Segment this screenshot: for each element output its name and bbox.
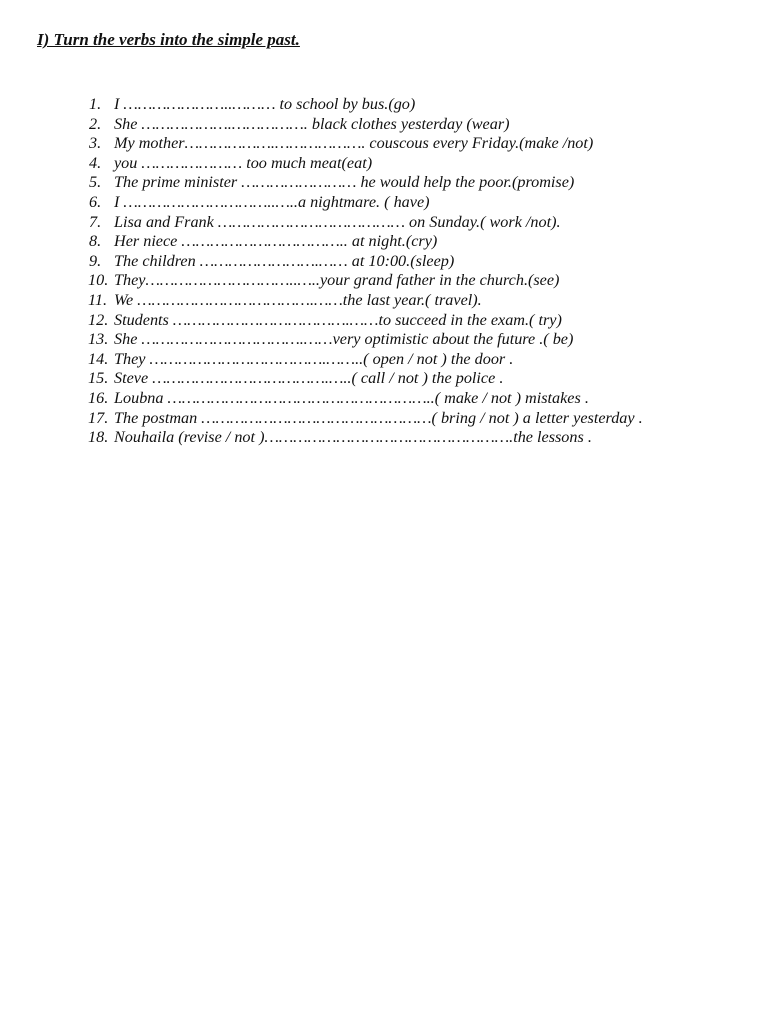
item-number: 12. bbox=[88, 310, 109, 329]
exercise-item-14 bbox=[89, 350, 739, 370]
item-number: 15. bbox=[88, 369, 109, 388]
item-text: The prime minister …………………… he would help the poor.(promise) bbox=[114, 173, 575, 192]
item-text: Lisa and Frank ………………………………… on Sunday.( work /not). bbox=[114, 212, 561, 231]
exercise-item-4 bbox=[89, 154, 739, 174]
item-number: 9. bbox=[89, 251, 102, 270]
item-number: 13. bbox=[88, 330, 109, 349]
item-text: We ……………………………….……the last year.( travel). bbox=[114, 290, 482, 309]
item-number: 6. bbox=[89, 192, 102, 211]
item-number: 14. bbox=[88, 349, 109, 368]
exercise-item-2 bbox=[89, 115, 739, 135]
item-number: 11. bbox=[88, 290, 108, 309]
item-text: My mother……………….………………. couscous every Friday.(make /not) bbox=[114, 134, 594, 153]
exercise-item-17 bbox=[89, 409, 739, 429]
item-text: I …………………………..…..a nightmare. ( have) bbox=[114, 192, 430, 211]
item-text: you ………………… too much meat(eat) bbox=[114, 153, 373, 172]
exercise-item-5 bbox=[89, 173, 739, 193]
exercise-item-3 bbox=[89, 134, 739, 154]
exercise-item-6 bbox=[89, 193, 739, 213]
item-text: Nouhaila (revise / not )…………………………………………….the lessons . bbox=[114, 428, 592, 447]
item-text: She ……………….……………. black clothes yesterday (wear) bbox=[114, 114, 510, 133]
item-number: 17. bbox=[88, 408, 109, 427]
item-number: 7. bbox=[89, 212, 102, 231]
exercise-item-13 bbox=[89, 330, 739, 350]
item-number: 8. bbox=[89, 232, 102, 251]
item-text: Her niece …………………………….. at night.(cry) bbox=[114, 232, 438, 251]
item-text: She …………………………….……very optimistic about the future .( be) bbox=[114, 330, 574, 349]
item-number: 4. bbox=[89, 153, 102, 172]
item-number: 3. bbox=[89, 134, 102, 153]
item-text: The postman …………………………………………( bring / not ) a letter yesterday . bbox=[114, 408, 643, 427]
item-number: 1. bbox=[89, 95, 102, 113]
item-number: 5. bbox=[89, 173, 102, 192]
exercise-item-15 bbox=[89, 369, 739, 389]
exercise-list bbox=[89, 95, 739, 448]
exercise-item-9 bbox=[89, 252, 739, 272]
exercise-item-16 bbox=[89, 389, 739, 409]
item-text: They…………………………..…..your grand father in the church.(see) bbox=[114, 271, 560, 290]
exercise-item-12 bbox=[89, 311, 739, 331]
item-text: Steve ……………………………….…..( call / not ) the police . bbox=[114, 369, 504, 388]
item-number: 16. bbox=[88, 388, 109, 407]
exercise-item-18 bbox=[89, 428, 739, 448]
exercise-heading: I) Turn the verbs into the simple past. bbox=[37, 30, 300, 49]
item-number: 2. bbox=[89, 114, 102, 133]
item-text: Students ……………………………….……to succeed in the exam.( try) bbox=[114, 310, 562, 329]
item-text: The children …………………….…… at 10:00.(sleep) bbox=[114, 251, 455, 270]
exercise-item-11 bbox=[89, 291, 739, 311]
exercise-item-1 bbox=[89, 95, 739, 115]
item-number: 18. bbox=[88, 428, 109, 447]
item-text: I …………………..……… to school by bus.(go) bbox=[114, 95, 416, 113]
item-number: 10. bbox=[88, 271, 109, 290]
item-text: Loubna ………………………………………………..( make / not ) mistakes . bbox=[114, 388, 589, 407]
exercise-item-10 bbox=[89, 271, 739, 291]
item-text: They ……………………………….……..( open / not ) the door . bbox=[114, 349, 514, 368]
exercise-item-8 bbox=[89, 232, 739, 252]
exercise-item-7 bbox=[89, 213, 739, 233]
